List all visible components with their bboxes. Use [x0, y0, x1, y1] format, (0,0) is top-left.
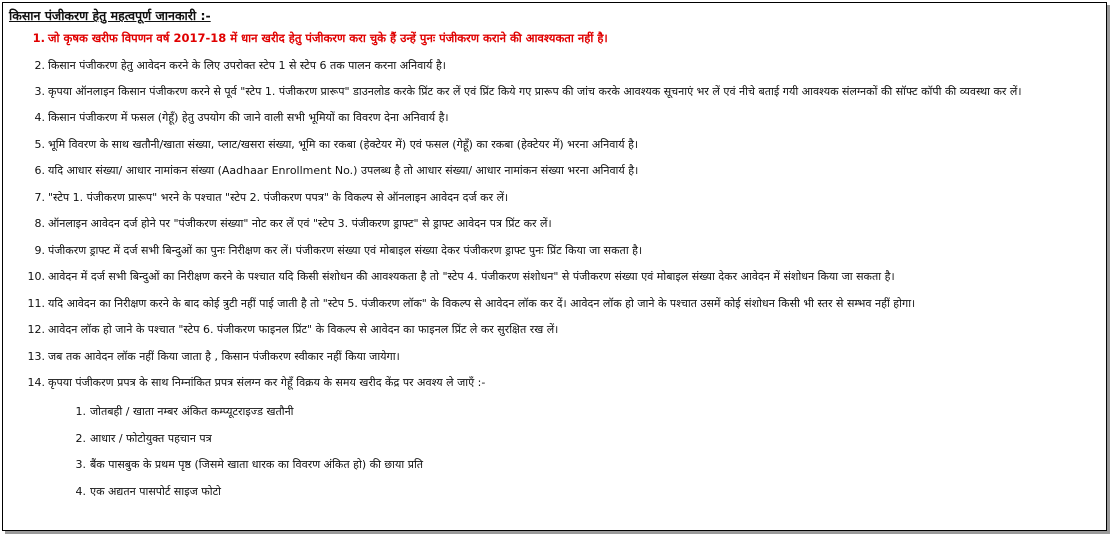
list-item: [3, 322, 1096, 337]
item-number: 1.: [32, 31, 45, 45]
item-text: जब तक आवेदन लॉक नहीं किया जाता है , किसान पंजीकरण स्वीकार नहीं किया जायेगा।: [48, 349, 400, 363]
item-text: यदि आवेदन का निरीक्षण करने के बाद कोई त्रुटी नहीं पाई जाती है तो "स्टेप 5. पंजीकरण लॉक" के विकल्प से आवेदन लॉक कर दें। आवेदन लॉक हो जाने के पश्चात उसमें कोई संशोधन किसी भी स्तर से सम्भव नहीं होगा।: [48, 296, 916, 310]
list-item: [3, 269, 1096, 284]
info-panel: [2, 2, 1107, 531]
list-item: [3, 296, 1096, 311]
sub-list-item: [48, 457, 1096, 472]
item-text: आवेदन में दर्ज सभी बिन्दुओं का निरीक्षण करने के पश्चात यदि किसी संशोधन की आवश्यकता है तो "स्टेप 4. पंजीकरण संशोधन" से पंजीकरण संख्या एवं मोबाइल संख्या देकर आवेदन में संशोधन किया जा सकता है।: [48, 270, 895, 283]
item-number: 7.: [34, 190, 45, 204]
sub-list-item: [48, 484, 1096, 499]
instructions-list: [3, 31, 1106, 510]
list-item: [3, 190, 1096, 205]
item-number: 12.: [27, 323, 45, 336]
item-text: पंजीकरण ड्राफ्ट में दर्ज सभी बिन्दुओं का पुनः निरीक्षण कर लें। पंजीकरण संख्या एवं मोबाइल संख्या देकर पंजीकरण ड्राफ्ट पुनः प्रिंट किया जा सकता है।: [48, 243, 643, 257]
item-text: किसान पंजीकरण हेतु आवेदन करने के लिए उपरोक्त स्टेप 1 से स्टेप 6 तक पालन करना अनिवार्य है।: [48, 58, 446, 72]
sub-item-text: बैंक पासबुक के प्रथम पृष्ठ (जिसमे खाता धारक का विवरण अंकित हो) की छाया प्रति: [90, 458, 424, 471]
sub-item-number: 1.: [75, 405, 86, 418]
list-item: [3, 84, 1096, 99]
sub-list-item: [48, 431, 1096, 446]
item-text: कृपया पंजीकरण प्रपत्र के साथ निम्नांकित प्रपत्र संलग्न कर गेहूँ विक्रय के समय खरीद केंद्र पर अवश्य ले जाएँ :-: [48, 376, 486, 389]
list-item: [3, 216, 1096, 231]
item-text: भूमि विवरण के साथ खतौनी/खाता संख्या, प्लाट/खसरा संख्या, भूमि का रकबा (हेक्टेयर में) एवं फसल (गेहूँ) का रकबा (हेक्टेयर में) भरना अनिवार्य है।: [48, 137, 639, 151]
sub-item-number: 3.: [75, 458, 86, 471]
list-item: [3, 58, 1096, 73]
sub-item-number: 4.: [75, 484, 86, 498]
item-text: किसान पंजीकरण में फसल (गेहूँ) हेतु उपयोग की जाने वाली सभी भूमियों का विवरण देना अनिवार्य है।: [48, 111, 449, 124]
item-text: यदि आधार संख्या/ आधार नामांकन संख्या (Aadhaar Enrollment No.) उपलब्ध है तो आधार संख्या/ आधार नामांकन संख्या भरना अनिवार्य है।: [48, 164, 639, 177]
sub-list-item: [48, 404, 1096, 419]
item-text: ऑनलाइन आवेदन दर्ज होने पर "पंजीकरण संख्या" नोट कर लें एवं "स्टेप 3. पंजीकरण ड्राफ्ट" से ड्राफ्ट आवेदन पत्र प्रिंट कर लें।: [48, 217, 552, 230]
list-item: [3, 110, 1096, 125]
required-documents-list: [48, 404, 1096, 499]
sub-item-text: आधार / फोटोयुक्त पहचान पत्र: [90, 431, 212, 445]
page-title: किसान पंजीकरण हेतु महत्वपूर्ण जानकारी :-: [9, 8, 211, 23]
item-number: 10.: [27, 270, 45, 283]
item-number: 8.: [34, 217, 45, 230]
item-number: 9.: [34, 243, 45, 257]
sub-item-text: एक अद्यतन पासपोर्ट साइज फोटो: [90, 484, 221, 498]
list-item: [3, 243, 1096, 258]
sub-item-text: जोतबही / खाता नम्बर अंकित कम्प्यूटराइज्ड खतौनी: [90, 405, 294, 418]
item-text: "स्टेप 1. पंजीकरण प्रारूप" भरने के पश्चात "स्टेप 2. पंजीकरण पपत्र" के विकल्प से ऑनलाइन आवेदन दर्ज कर लें।: [48, 190, 509, 204]
item-text: जो कृषक खरीफ विपणन वर्ष 2017-18 में धान खरीद हेतु पंजीकरण करा चुके हैं उन्हें पुनः पंजीकरण कराने की आवश्यकता नहीं है।: [48, 31, 608, 45]
item-number: 3.: [34, 85, 45, 98]
item-number: 2.: [34, 58, 45, 72]
list-item: [3, 137, 1096, 152]
list-item: [3, 163, 1096, 178]
item-number: 11.: [27, 296, 45, 310]
item-number: 4.: [34, 111, 45, 124]
item-number: 13.: [27, 349, 45, 363]
item-text: कृपया ऑनलाइन किसान पंजीकरण करने से पूर्व "स्टेप 1. पंजीकरण प्रारूप" डाउनलोड करके प्रिंट कर लें एवं प्रिंट किये गए प्रारूप की जांच करके आवश्यक सूचनाएं भर लें एवं नीचे बताई गयी आवश्यक संलग्नकों की सॉफ्ट कॉपी की व्यवस्था कर लें।: [48, 85, 1022, 98]
item-number: 14.: [27, 376, 45, 389]
item-text: आवेदन लॉक हो जाने के पश्चात "स्टेप 6. पंजीकरण फाइनल प्रिंट" के विकल्प से आवेदन का फाइनल प्रिंट ले कर सुरक्षित रख लें।: [48, 323, 559, 336]
item-number: 5.: [34, 137, 45, 151]
item-number: 6.: [34, 164, 45, 177]
list-item: [3, 31, 1096, 46]
sub-item-number: 2.: [75, 431, 86, 445]
list-item: [3, 349, 1096, 364]
list-item: [3, 375, 1096, 499]
